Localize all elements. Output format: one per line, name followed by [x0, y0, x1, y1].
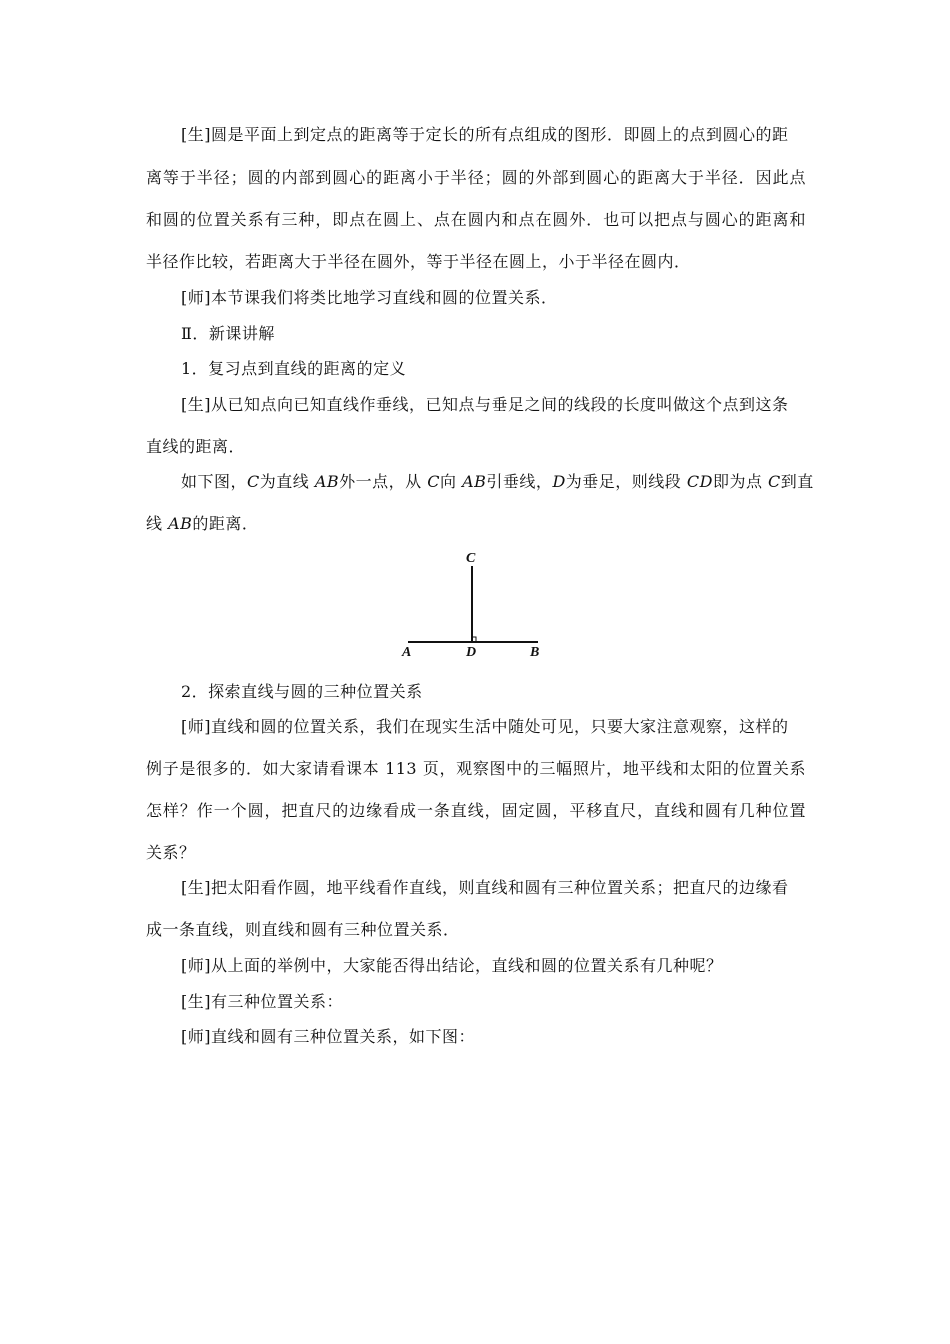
- paragraph-line: 关系？: [146, 843, 196, 862]
- paragraph-line: 成一条直线，则直线和圆有三种位置关系．: [146, 920, 460, 939]
- paragraph-line: [师]从上面的举例中，大家能否得出结论，直线和圆的位置关系有几种呢？: [181, 956, 723, 975]
- paragraph-line: [师]直线和圆的位置关系，我们在现实生活中随处可见，只要大家注意观察，这样的: [181, 717, 789, 736]
- paragraph-line: [生]圆是平面上到定点的距离等于定长的所有点组成的图形．即圆上的点到圆心的距: [181, 125, 789, 144]
- label-C: C: [466, 551, 476, 566]
- paragraph-line: 怎样？作一个圆，把直尺的边缘看成一条直线，固定圆，平移直尺，直线和圆有几种位置: [146, 801, 806, 820]
- paragraph-line: 半径作比较，若距离大于半径在圆外，等于半径在圆上，小于半径在圆内．: [146, 252, 691, 271]
- paragraph-line: [生]从已知点向已知直线作垂线，已知点与垂足之间的线段的长度叫做这个点到这条: [181, 395, 789, 414]
- section-heading: Ⅱ．新课讲解: [181, 324, 275, 343]
- paragraph-line: 直线的距离．: [146, 437, 246, 456]
- perpendicular-figure: [398, 548, 546, 660]
- subsection-heading: 1．复习点到直线的距离的定义: [181, 359, 407, 378]
- paragraph-line: 和圆的位置关系有三种，即点在圆上、点在圆内和点在圆外．也可以把点与圆心的距离和: [146, 210, 806, 229]
- paragraph-line: [师]本节课我们将类比地学习直线和圆的位置关系．: [181, 288, 558, 307]
- label-D: D: [466, 645, 477, 660]
- paragraph-line: 例子是很多的．如大家请看课本 113 页，观察图中的三幅照片，地平线和太阳的位置关系: [146, 759, 806, 778]
- paragraph-line: 线 AB的距离．: [146, 514, 259, 533]
- paragraph-line: [生]有三种位置关系：: [181, 992, 343, 1011]
- paragraph-line: 离等于半径；圆的内部到圆心的距离小于半径；圆的外部到圆心的距离大于半径．因此点: [146, 168, 806, 187]
- label-A: A: [402, 645, 412, 660]
- subsection-heading: 2．探索直线与圆的三种位置关系: [181, 682, 423, 701]
- paragraph-line: [师]直线和圆有三种位置关系，如下图：: [181, 1027, 475, 1046]
- label-B: B: [530, 645, 540, 660]
- paragraph-line: [生]把太阳看作圆，地平线看作直线，则直线和圆有三种位置关系；把直尺的边缘看: [181, 878, 789, 897]
- paragraph-line: 如下图，C为直线 AB外一点，从 C向 AB引垂线，D为垂足，则线段 CD即为点 C到直: [181, 472, 814, 491]
